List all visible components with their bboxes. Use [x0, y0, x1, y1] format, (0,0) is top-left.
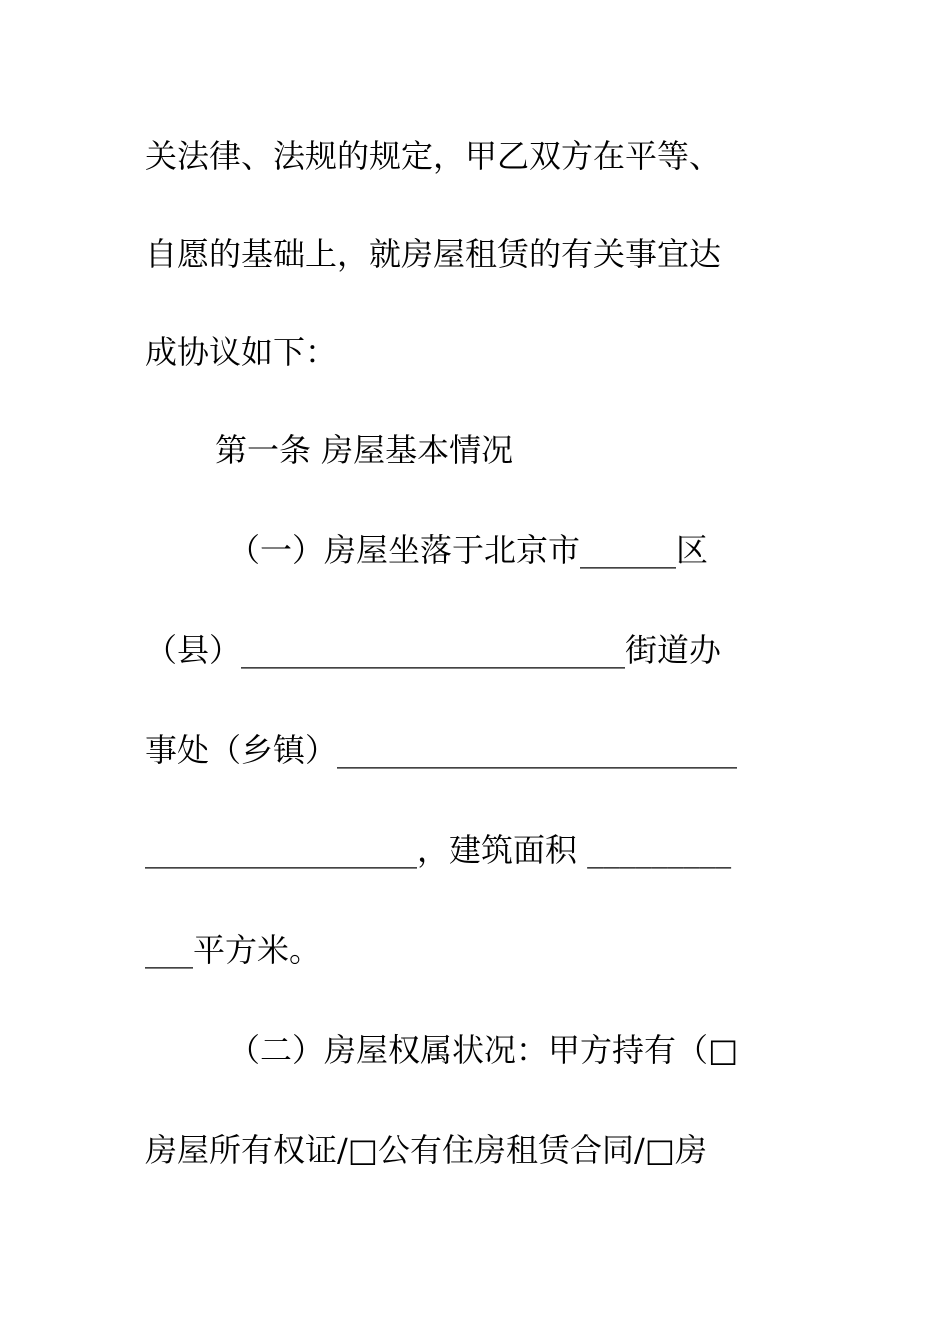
body-text-line: 事处（乡镇）_________________________ — [145, 731, 738, 769]
body-text-line: 房屋所有权证/□公有住房租赁合同/□房 — [145, 1131, 708, 1169]
body-text-line: 自愿的基础上，就房屋租赁的有关事宜达 — [145, 235, 722, 273]
body-text-line: ___平方米。 — [145, 931, 322, 969]
body-text-line: 关法律、法规的规定，甲乙双方在平等、 — [145, 137, 722, 175]
clause-line: （二）房屋权属状况：甲方持有（□ — [228, 1031, 739, 1069]
article-heading: 第一条 房屋基本情况 — [215, 431, 514, 469]
clause-line: （一）房屋坐落于北京市______区 — [228, 531, 709, 569]
body-text-line: 成协议如下： — [145, 333, 338, 371]
body-text-line: （县）________________________街道办 — [145, 631, 722, 669]
body-text-line: _________________，建筑面积 _________ — [145, 831, 732, 869]
